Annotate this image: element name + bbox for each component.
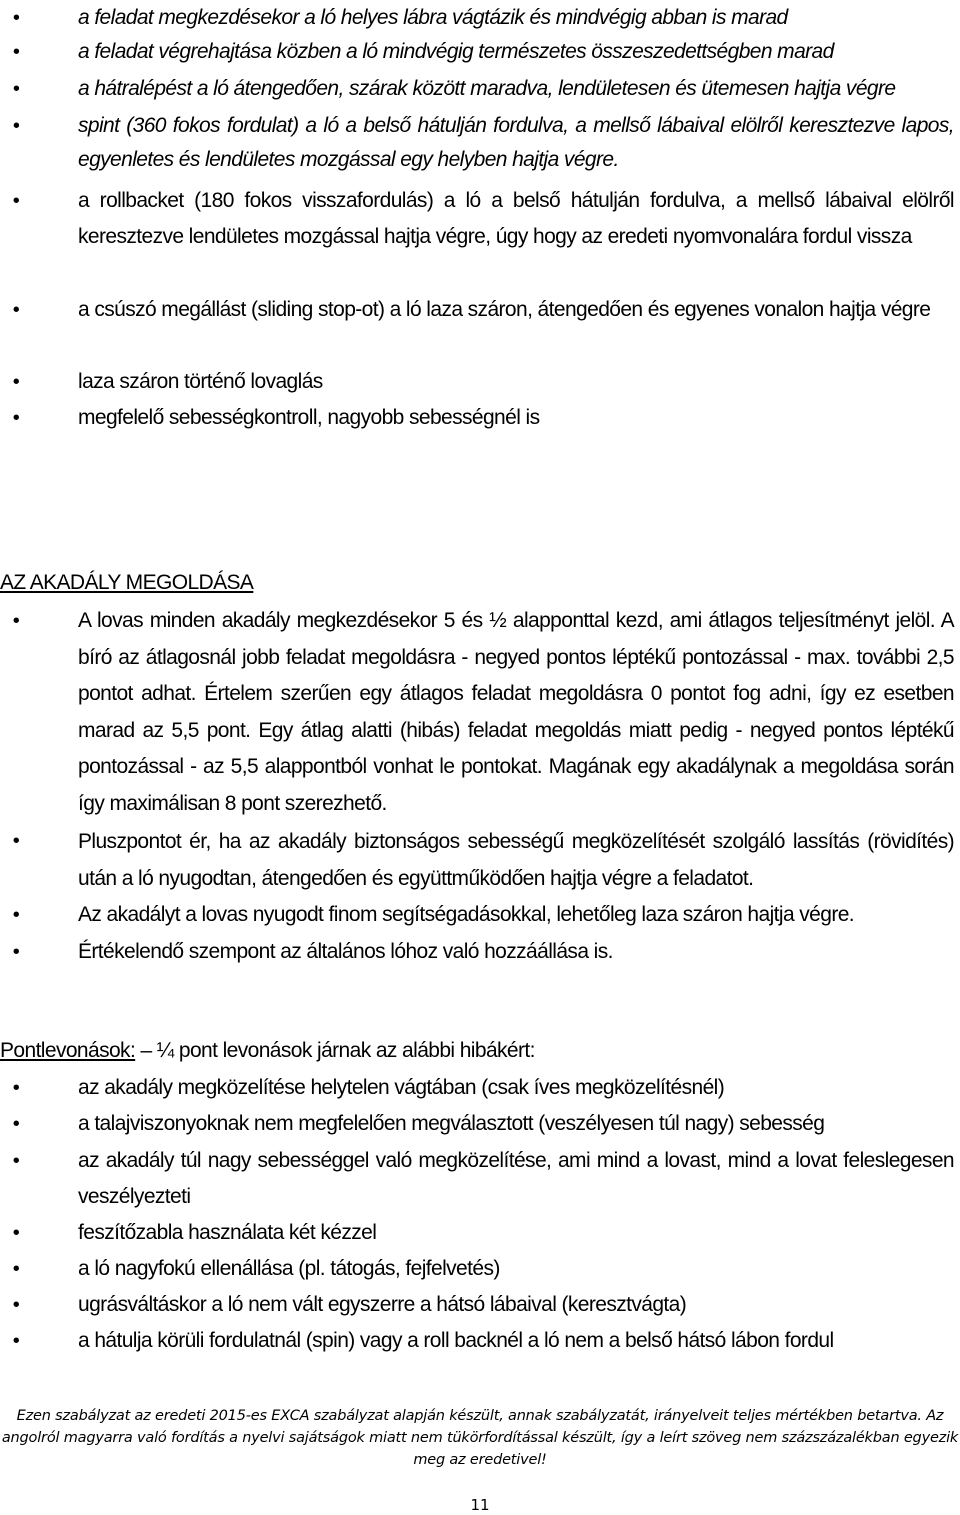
section-heading: AZ AKADÁLY MEGOLDÁSA: [0, 571, 254, 594]
bullet-icon: •: [12, 1330, 20, 1352]
deductions-heading-rest: – ¼ pont levonások járnak az alábbi hibákért:: [135, 1039, 535, 1062]
list-item: [0, 1107, 960, 1143]
bullet-icon: •: [12, 41, 20, 63]
list-item-text: a csúszó megállást (sliding stop-ot) a ló laza száron, átengedően és egyenes vonalon hajtja végre: [78, 298, 931, 321]
list-item: [0, 35, 960, 72]
list-item-text: feszítőzabla használata két kézzel: [78, 1221, 377, 1244]
obstacle-solution-list: [0, 603, 960, 972]
list-item-text: a hátulja körüli fordulatnál (spin) vagy a roll backnél a ló nem a belső hátsó lábon fordul: [78, 1329, 834, 1352]
bullet-icon: •: [12, 190, 20, 212]
list-item-text: a talajviszonyoknak nem megfelelően megválasztott (veszélyesen túl nagy) sebesség: [78, 1112, 825, 1135]
bullet-icon: •: [12, 407, 20, 429]
list-item: [0, 1216, 960, 1252]
bullet-icon: •: [12, 1113, 20, 1135]
bullet-icon: •: [12, 904, 20, 926]
list-item: [0, 603, 960, 823]
deductions-heading-label: Pontlevonások:: [0, 1039, 136, 1062]
list-item-text: a rollbacket (180 fokos visszafordulás) a ló a belső hátulján fordulva, a mellső lábaival elölről keresztezve lendületes mozgással hajtja végre, úgy hogy az eredeti nyomvonalára fordul vissza: [78, 189, 954, 248]
list-item-text: Értékelendő szempont az általános lóhoz való hozzáállása is.: [78, 940, 613, 963]
list-item-text: a feladat végrehajtása közben a ló mindvégig természetes összeszedettségben marad: [78, 40, 834, 63]
list-item-text: Az akadályt a lovas nyugodt finom segítségadásokkal, lehetőleg laza száron hajtja végre.: [78, 903, 855, 926]
list-item: [0, 1071, 960, 1107]
list-item-text: ugrásváltáskor a ló nem vált egyszerre a hátsó lábaival (keresztvágta): [78, 1293, 687, 1316]
bullet-icon: •: [12, 7, 20, 29]
deductions-list: [0, 1071, 960, 1360]
deductions-heading: [0, 1034, 535, 1068]
list-item: [0, 401, 960, 437]
list-item: [0, 1324, 960, 1360]
list-item-text: a feladat megkezdésekor a ló helyes lábra vágtázik és mindvégig abban is marad: [78, 6, 788, 29]
list-item: [0, 365, 960, 401]
list-item-text: a ló nagyfokú ellenállása (pl. tátogás, fejfelvetés): [78, 1257, 500, 1280]
bullet-icon: •: [12, 78, 20, 100]
list-item: [0, 1, 960, 35]
list-item: [0, 1143, 960, 1216]
list-item: [0, 935, 960, 972]
list-item-text: megfelelő sebességkontroll, nagyobb sebességnél is: [78, 406, 540, 429]
bullet-icon: •: [12, 1077, 20, 1099]
list-item: [0, 183, 960, 292]
footer-note: [0, 1405, 960, 1471]
bullet-icon: •: [12, 941, 20, 963]
bullet-icon: •: [12, 1258, 20, 1280]
list-item-text: a hátralépést a ló átengedően, szárak között maradva, lendületesen és ütemesen hajtja végre: [78, 77, 896, 100]
bullet-icon: •: [12, 1294, 20, 1316]
bullet-icon: •: [12, 1222, 20, 1244]
list-item: [0, 109, 960, 183]
list-item-text: az akadály megközelítése helytelen vágtában (csak íves megközelítésnél): [78, 1076, 725, 1099]
footer-line: angolról magyarra való fordítás a nyelvi sajátságok miatt nem tükörfordítással készült, így a leírt szöveg nem százszázalékban egyezik: [1, 1430, 959, 1446]
list-item-text: spint (360 fokos fordulat) a ló a belső hátulján fordulva, a mellső lábaival elölről keresztezve lapos, egyenletes és lendületes mozgással egy helyben hajtja végre.: [78, 114, 954, 171]
list-item: [0, 898, 960, 935]
bullet-icon: •: [12, 830, 20, 852]
list-item: [0, 823, 960, 898]
bullet-icon: •: [12, 299, 20, 321]
list-item-text: A lovas minden akadály megkezdésekor 5 és ½ alapponttal kezd, ami átlagos teljesítményt jelöl. A bíró az átlagosnál jobb feladat megoldásra - negyed pontos léptékű pontozással - max. további 2,5 pontot adhat. Értelem szerűen egy átlagos feladat megoldásra 0 pontot fog adni, így ez esetben marad az 5,5 pont. Egy átlag alatti (hibás) feladat megoldás miatt pedig - negyed pontos léptékű pontozással - az 5,5 alappontból vonhat le pontokat. Magának egy akadálynak a megoldása során így maximálisan 8 pont szerezhető.: [78, 609, 954, 815]
list-item-text: Pluszpontot ér, ha az akadály biztonságos sebességű megközelítését szolgáló lassítás (rövidítés) után a ló nyugodtan, átengedően és együttműködően hajtja végre a feladatot.: [78, 830, 954, 890]
list-item: [0, 1252, 960, 1288]
footer-line: Ezen szabályzat az eredeti 2015-es EXCA szabályzat alapján készült, annak szabályzatát, irányelveit teljes mértékben betartva. Az: [16, 1408, 944, 1424]
bullet-icon: •: [12, 371, 20, 393]
bullet-icon: •: [12, 1150, 20, 1172]
list-item: [0, 1288, 960, 1324]
list-item: [0, 72, 960, 109]
list-item-text: az akadály túl nagy sebességgel való megközelítése, ami mind a lovast, mind a lovat feleslegesen veszélyezteti: [78, 1149, 954, 1208]
bullet-icon: •: [12, 610, 20, 632]
list-item: [0, 292, 960, 365]
criteria-list: [0, 1, 960, 437]
footer-line: meg az eredetivel!: [413, 1452, 547, 1468]
list-item-text: laza száron történő lovaglás: [78, 370, 323, 393]
bullet-icon: •: [12, 115, 20, 137]
page-number: 11: [470, 1496, 490, 1514]
